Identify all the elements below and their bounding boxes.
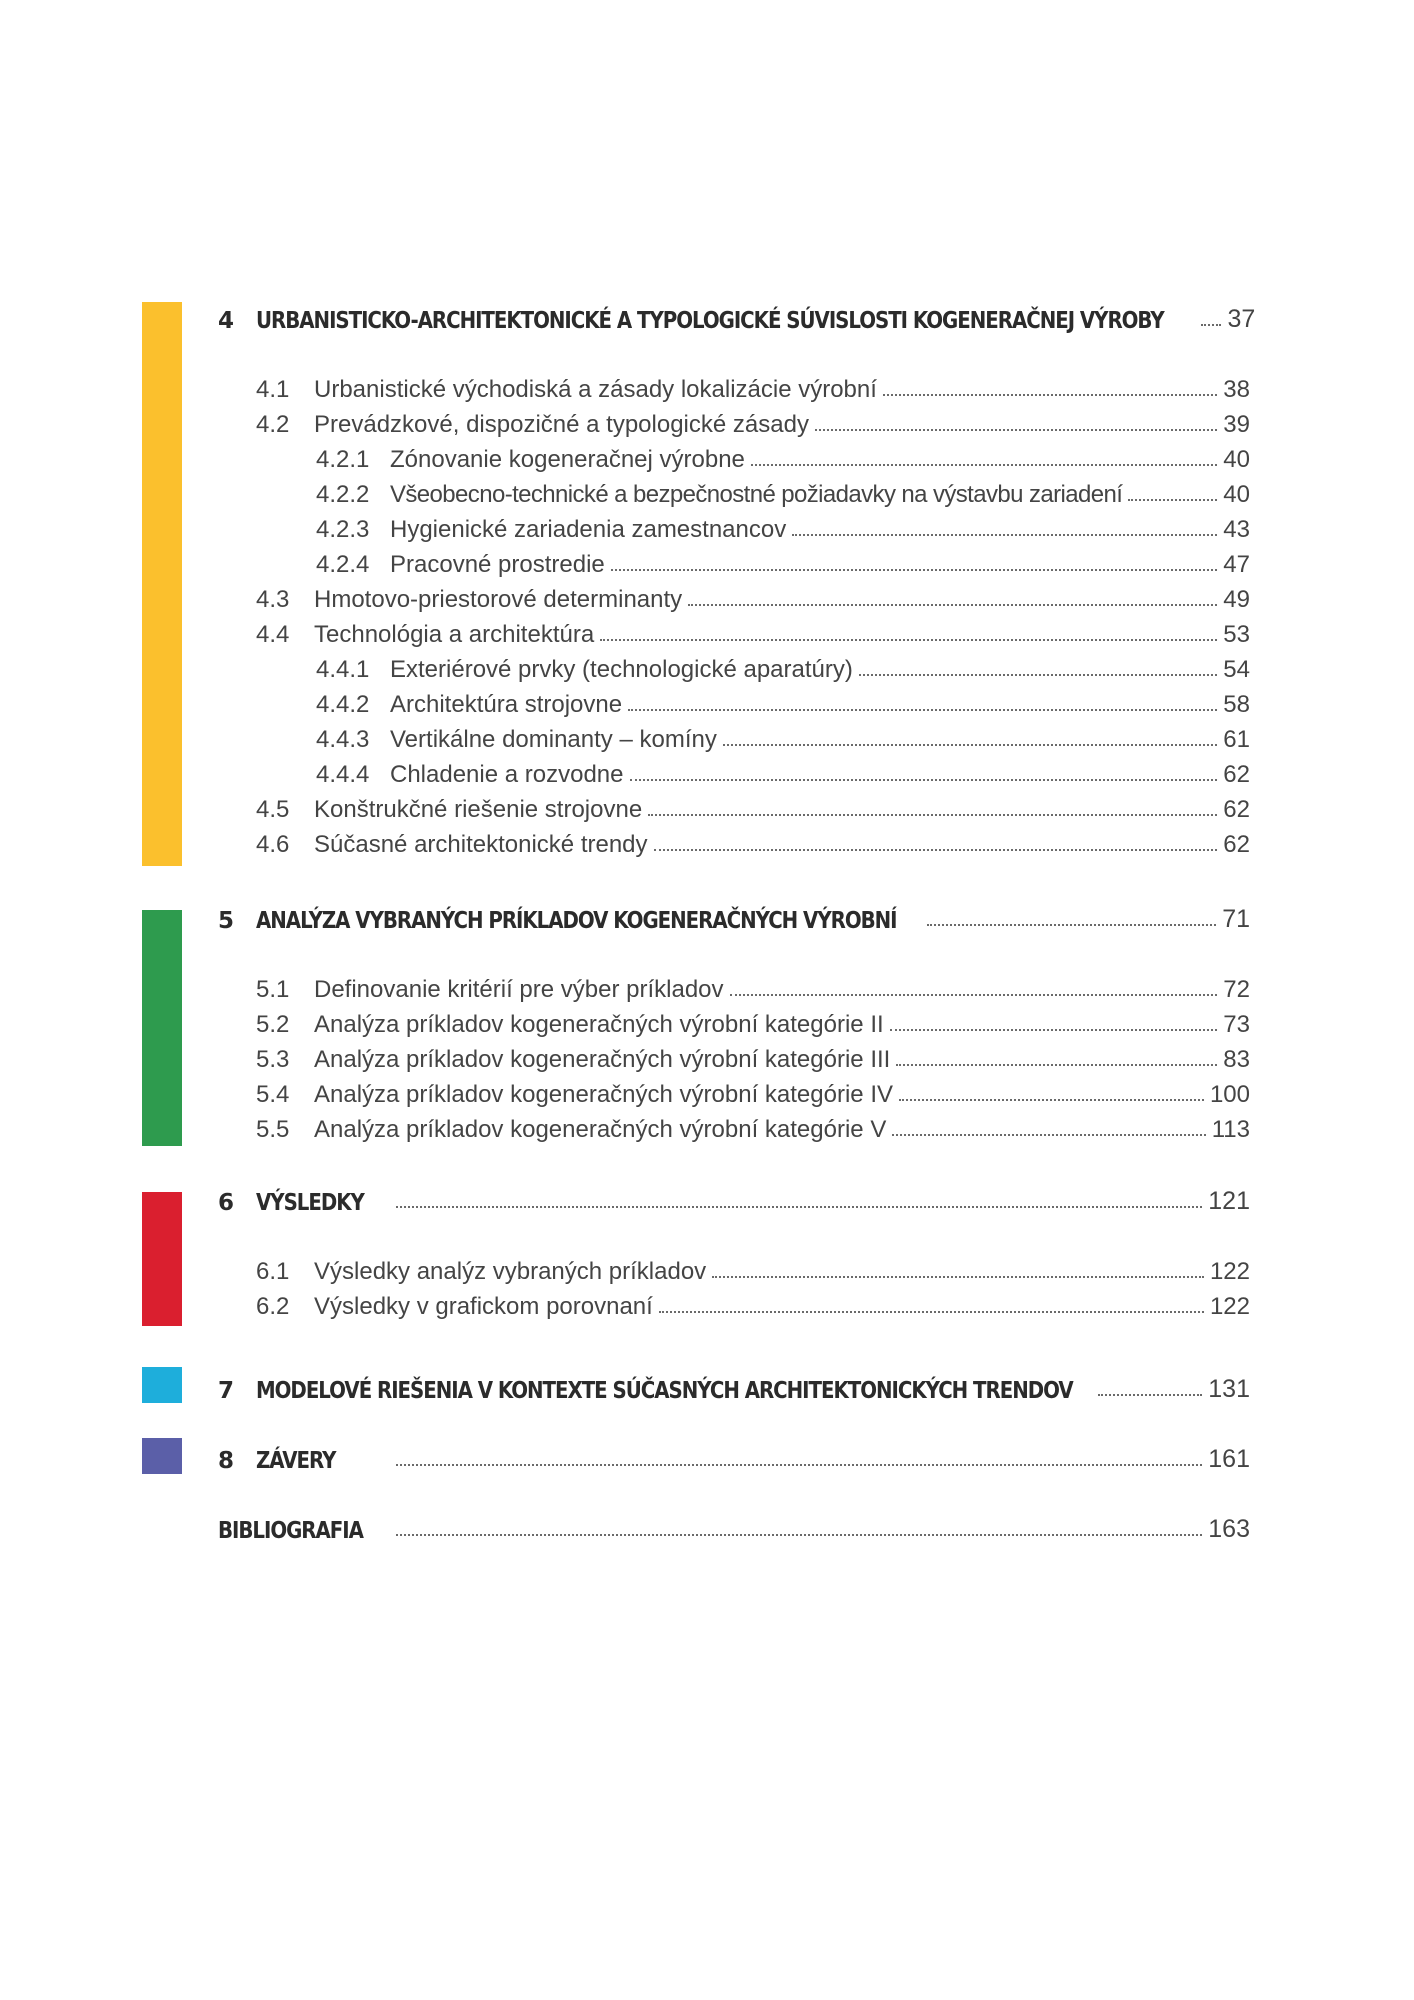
section-number: 4.4 <box>256 621 290 648</box>
leader-dots <box>1128 499 1217 501</box>
chapter-title-box <box>256 1448 390 1474</box>
page-number: 61 <box>1223 726 1250 753</box>
chapter-4-color-bar <box>142 302 182 866</box>
page-number: 73 <box>1223 1011 1250 1038</box>
page-number: 113 <box>1211 1116 1250 1143</box>
leader-dots <box>648 814 1217 816</box>
section-number: 5.4 <box>256 1081 290 1108</box>
page-number: 131 <box>1208 1375 1250 1403</box>
chapter-title: ANALÝZA VYBRANÝCH PRÍKLADOV KOGENERAČNÝCH VÝROBNÍ <box>256 908 897 934</box>
toc-section-5-3[interactable] <box>256 1040 1250 1074</box>
subsection-number: 4.4.3 <box>316 726 370 753</box>
section-title: Prevádzkové, dispozičné a typologické zásady <box>314 411 809 438</box>
chapter-title: URBANISTICKO-ARCHITEKTONICKÉ A TYPOLOGICKÉ SÚVISLOSTI KOGENERAČNEJ VÝROBY <box>256 308 1164 334</box>
toc-subsection-4-4-1[interactable] <box>316 650 1250 684</box>
toc-subsection-4-4-3[interactable] <box>316 720 1250 754</box>
toc-chapter-7[interactable] <box>218 1368 1250 1404</box>
subsection-title: Hygienické zariadenia zamestnancov <box>390 516 787 543</box>
section-number: 5.1 <box>256 976 290 1003</box>
leader-dots <box>723 744 1217 746</box>
page-number: 62 <box>1223 831 1250 858</box>
leader-dots <box>628 709 1217 711</box>
leader-dots <box>396 1464 1202 1466</box>
leader-dots <box>890 1029 1218 1031</box>
page-number: 38 <box>1223 376 1250 403</box>
page-number: 163 <box>1208 1515 1250 1543</box>
page-number: 53 <box>1223 621 1250 648</box>
toc-section-4-4[interactable] <box>256 615 1250 649</box>
toc-section-4-1[interactable] <box>256 370 1250 404</box>
leader-dots <box>712 1276 1204 1278</box>
chapter-number: 6 <box>218 1190 233 1216</box>
section-title: Konštrukčné riešenie strojovne <box>314 796 643 823</box>
chapter-number: 5 <box>218 908 233 934</box>
page-number: 49 <box>1223 586 1250 613</box>
subsection-number: 4.4.4 <box>316 761 370 788</box>
section-number: 5.2 <box>256 1011 290 1038</box>
section-number: 4.2 <box>256 411 290 438</box>
leader-dots <box>1201 324 1221 326</box>
section-title: Hmotovo-priestorové determinanty <box>314 586 683 613</box>
leader-dots <box>630 779 1218 781</box>
subsection-number: 4.2.4 <box>316 551 370 578</box>
section-title: Analýza príkladov kogeneračných výrobní kategórie III <box>314 1046 891 1073</box>
section-title: Výsledky v grafickom porovnaní <box>314 1293 653 1320</box>
leader-dots <box>396 1206 1202 1208</box>
leader-dots <box>899 1099 1204 1101</box>
leader-dots <box>859 674 1217 676</box>
subsection-number: 4.2.1 <box>316 446 370 473</box>
bibliography-title-box <box>218 1518 390 1544</box>
toc-chapter-4[interactable] <box>218 298 1256 334</box>
subsection-title: Architektúra strojovne <box>390 691 623 718</box>
page-number: 62 <box>1223 796 1250 823</box>
section-number: 4.6 <box>256 831 290 858</box>
page-number: 83 <box>1223 1046 1250 1073</box>
toc-section-4-2[interactable] <box>256 405 1250 439</box>
section-title: Definovanie kritérií pre výber príkladov <box>314 976 724 1003</box>
chapter-8-color-bar <box>142 1438 182 1474</box>
subsection-title: Zónovanie kogeneračnej výrobne <box>390 446 745 473</box>
section-number: 5.3 <box>256 1046 290 1073</box>
page-number: 100 <box>1209 1081 1250 1108</box>
subsection-number: 4.4.1 <box>316 656 370 683</box>
section-number: 5.5 <box>256 1116 290 1143</box>
page-number: 122 <box>1209 1258 1250 1285</box>
page-number: 40 <box>1223 481 1250 508</box>
leader-dots <box>815 429 1217 431</box>
page-number: 161 <box>1208 1445 1250 1473</box>
page-number: 37 <box>1227 305 1256 333</box>
leader-dots <box>896 1064 1217 1066</box>
section-title: Analýza príkladov kogeneračných výrobní kategórie II <box>314 1011 884 1038</box>
chapter-number: 4 <box>218 308 233 334</box>
toc-bibliography[interactable] <box>218 1508 1250 1544</box>
chapter-6-color-bar <box>142 1192 182 1326</box>
toc-subsection-4-2-2[interactable] <box>316 475 1250 509</box>
page-number: 121 <box>1208 1187 1250 1215</box>
leader-dots <box>792 534 1217 536</box>
toc-subsection-4-4-2[interactable] <box>316 685 1250 719</box>
toc-subsection-4-2-1[interactable] <box>316 440 1250 474</box>
section-number: 6.1 <box>256 1258 290 1285</box>
toc-section-5-1[interactable] <box>256 970 1250 1004</box>
toc-section-5-5[interactable] <box>256 1110 1250 1144</box>
chapter-number: 8 <box>218 1448 233 1474</box>
section-number: 6.2 <box>256 1293 290 1320</box>
page-number: 43 <box>1223 516 1250 543</box>
chapter-title: VÝSLEDKY <box>256 1190 364 1216</box>
subsection-title: Pracovné prostredie <box>390 551 605 578</box>
leader-dots <box>659 1311 1204 1313</box>
leader-dots <box>600 639 1217 641</box>
leader-dots <box>892 1134 1205 1136</box>
bibliography-title: BIBLIOGRAFIA <box>218 1518 363 1544</box>
section-number: 4.1 <box>256 376 290 403</box>
toc-chapter-8[interactable] <box>218 1438 1250 1474</box>
subsection-title: Všeobecno-technické a bezpečnostné požiadavky na výstavbu zariadení <box>390 481 1123 508</box>
toc-section-5-4[interactable] <box>256 1075 1250 1109</box>
toc-chapter-5[interactable] <box>218 898 1250 934</box>
chapter-title-box <box>256 1190 390 1216</box>
chapter-5-color-bar <box>142 910 182 1146</box>
toc-subsection-4-2-4[interactable] <box>316 545 1250 579</box>
toc-section-5-2[interactable] <box>256 1005 1250 1039</box>
toc-section-6-1[interactable] <box>256 1252 1250 1286</box>
subsection-title: Chladenie a rozvodne <box>390 761 624 788</box>
toc-subsection-4-2-3[interactable] <box>316 510 1250 544</box>
leader-dots <box>751 464 1217 466</box>
page-number: 39 <box>1223 411 1250 438</box>
leader-dots <box>730 994 1218 996</box>
section-title: Technológia a architektúra <box>314 621 595 648</box>
leader-dots <box>654 849 1218 851</box>
page-number: 47 <box>1223 551 1250 578</box>
toc-section-4-3[interactable] <box>256 580 1250 614</box>
leader-dots <box>688 604 1217 606</box>
section-title: Urbanistické východiská a zásady lokalizácie výrobní <box>314 376 877 403</box>
section-title: Analýza príkladov kogeneračných výrobní kategórie IV <box>314 1081 893 1108</box>
subsection-title: Exteriérové prvky (technologické aparatúry) <box>390 656 853 683</box>
toc-chapter-6[interactable] <box>218 1180 1250 1216</box>
subsection-number: 4.4.2 <box>316 691 370 718</box>
section-title: Analýza príkladov kogeneračných výrobní kategórie V <box>314 1116 887 1143</box>
subsection-number: 4.2.3 <box>316 516 370 543</box>
leader-dots <box>1098 1394 1203 1396</box>
chapter-number: 7 <box>218 1378 233 1404</box>
leader-dots <box>927 924 1216 926</box>
section-title: Výsledky analýz vybraných príkladov <box>314 1258 707 1285</box>
toc-section-6-2[interactable] <box>256 1287 1250 1321</box>
subsection-title: Vertikálne dominanty – komíny <box>390 726 717 753</box>
subsection-number: 4.2.2 <box>316 481 370 508</box>
leader-dots <box>883 394 1217 396</box>
chapter-7-color-bar <box>142 1367 182 1403</box>
page-number: 72 <box>1223 976 1250 1003</box>
section-number: 4.3 <box>256 586 290 613</box>
leader-dots <box>396 1534 1202 1536</box>
page-number: 71 <box>1222 905 1250 933</box>
page-number: 54 <box>1223 656 1250 683</box>
toc-section-4-6[interactable] <box>256 825 1250 859</box>
chapter-title: ZÁVERY <box>256 1448 336 1474</box>
toc-section-4-5[interactable] <box>256 790 1250 824</box>
leader-dots <box>611 569 1218 571</box>
page-number: 58 <box>1223 691 1250 718</box>
page-number: 122 <box>1209 1293 1250 1320</box>
page-number: 40 <box>1223 446 1250 473</box>
section-title: Súčasné architektonické trendy <box>314 831 648 858</box>
section-number: 4.5 <box>256 796 290 823</box>
toc-subsection-4-4-4[interactable] <box>316 755 1250 789</box>
chapter-title: MODELOVÉ RIEŠENIA V KONTEXTE SÚČASNÝCH ARCHITEKTONICKÝCH TRENDOV <box>256 1378 1073 1404</box>
page-number: 62 <box>1223 761 1250 788</box>
